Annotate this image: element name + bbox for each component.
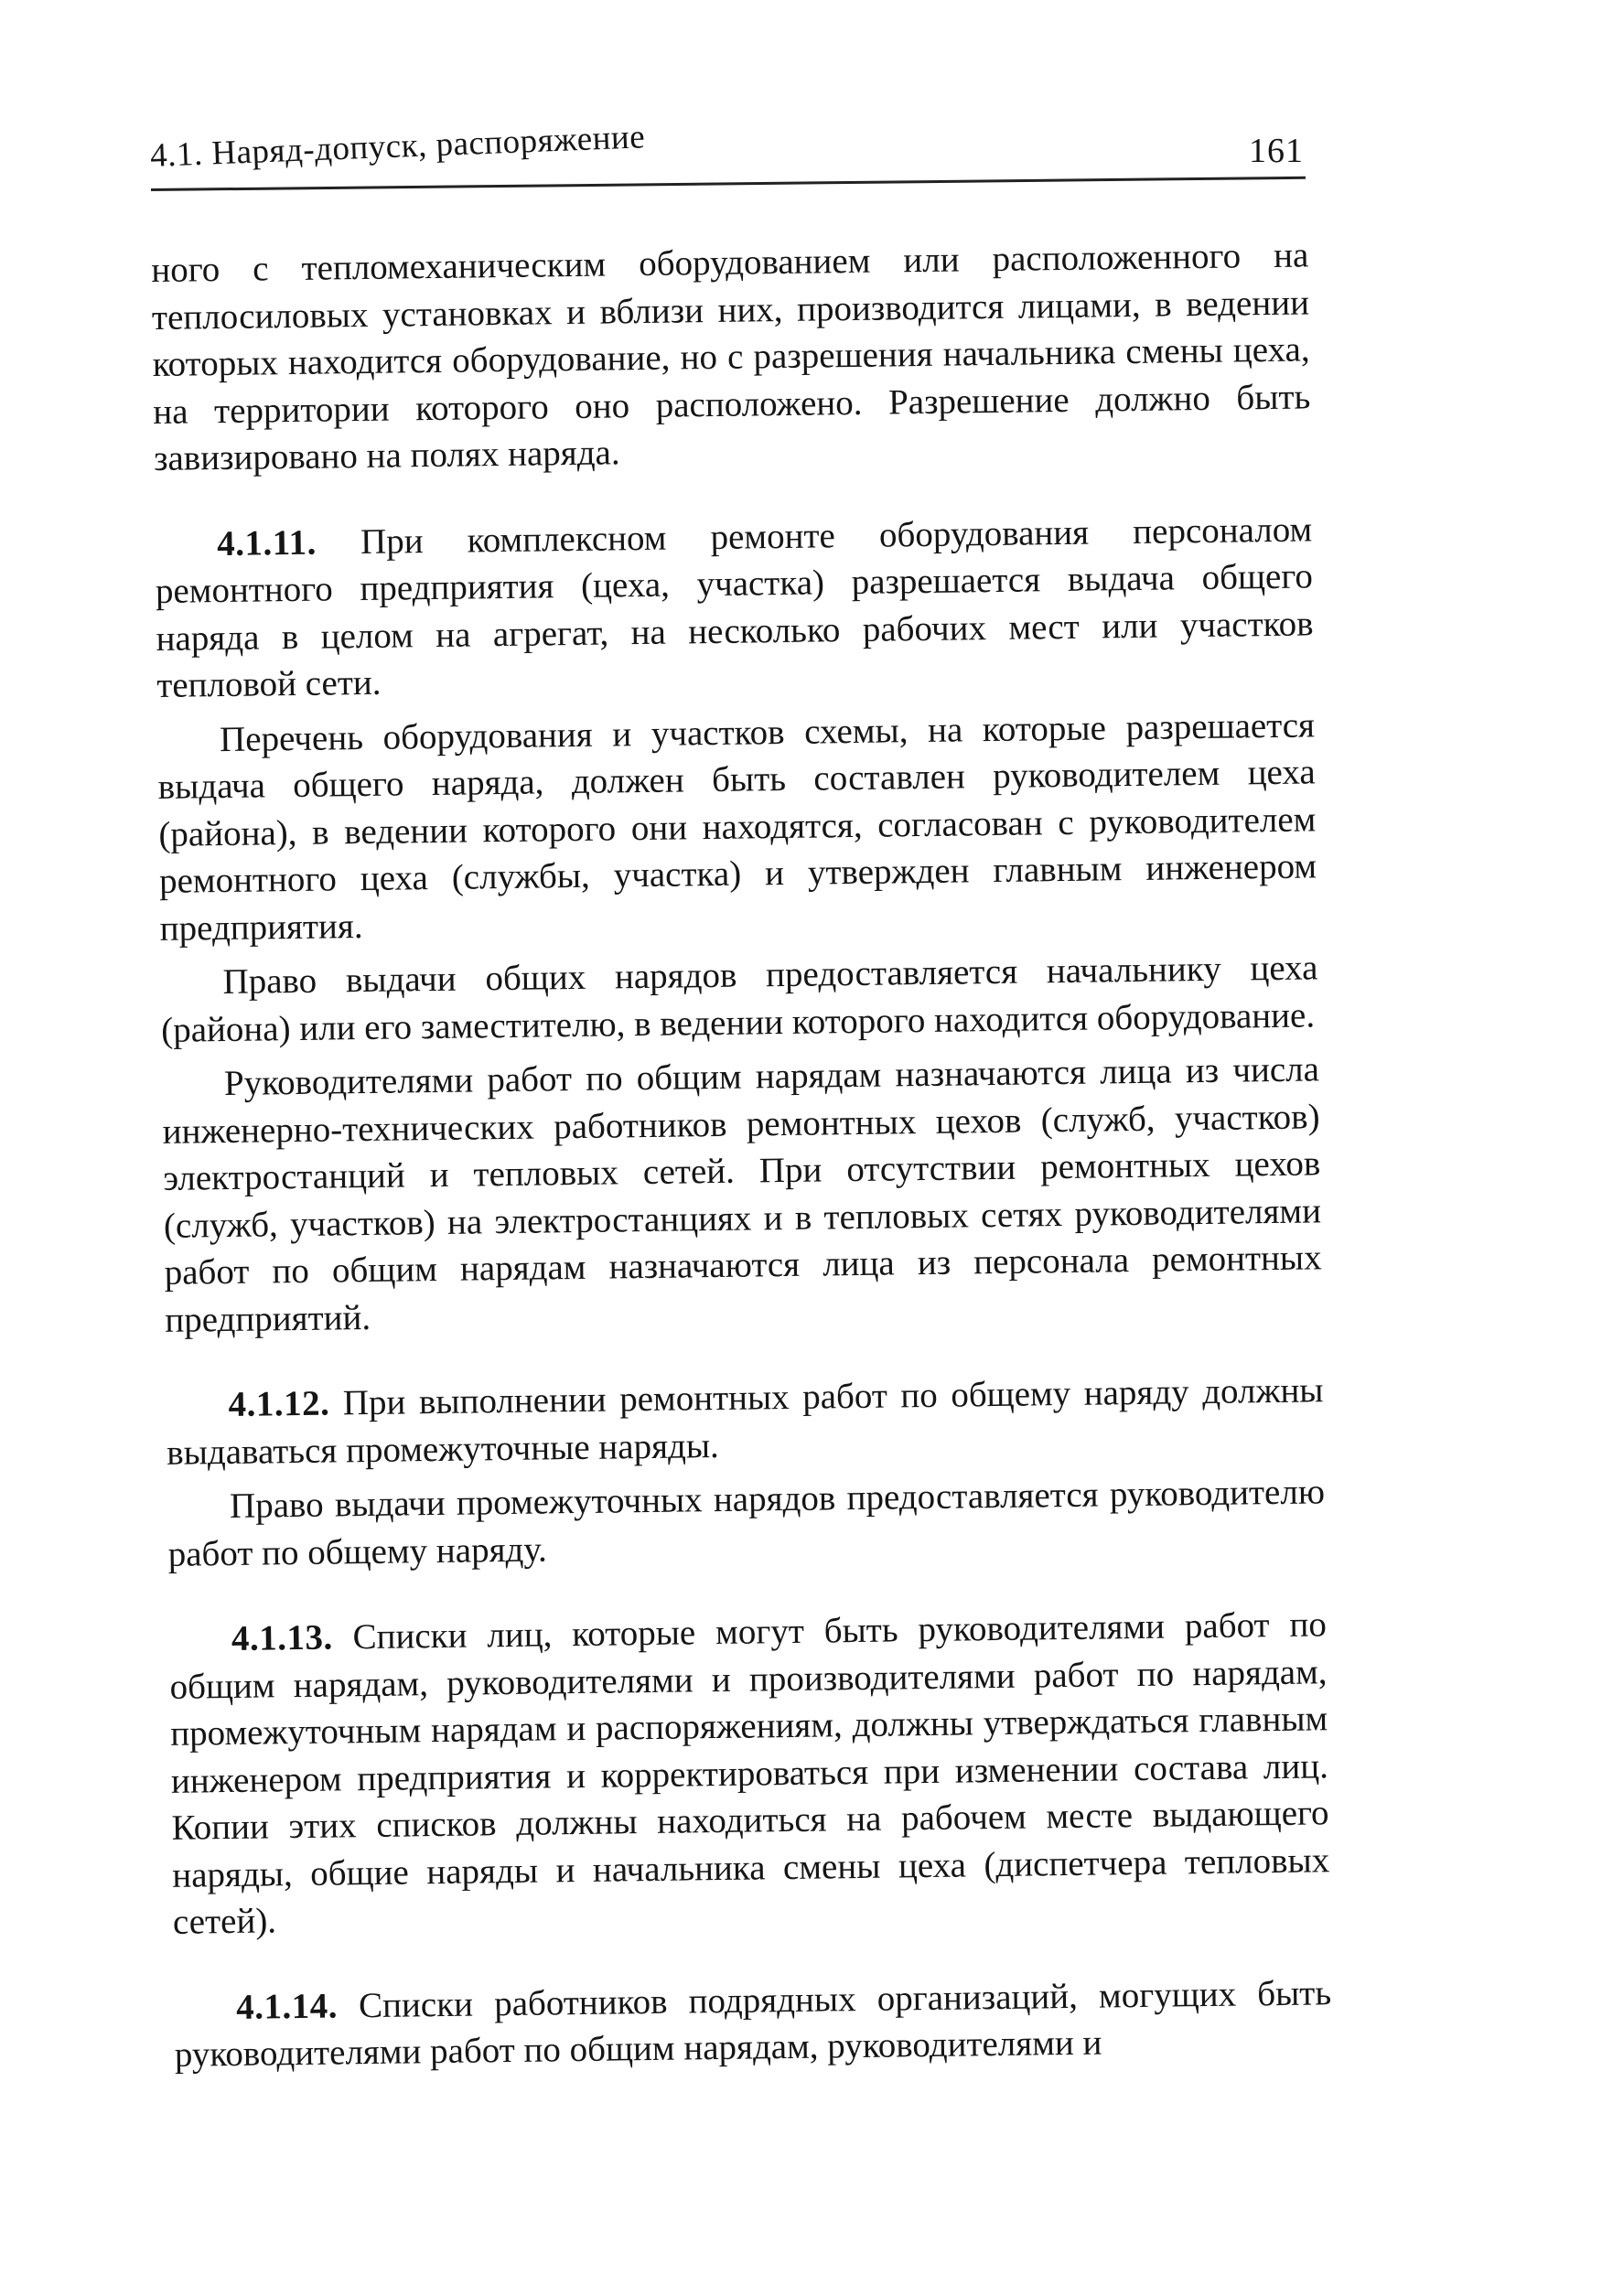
- header-rule: [151, 177, 1306, 191]
- section-paragraph-4-1-11: [155, 506, 1315, 710]
- section-paragraph-4-1-12: [166, 1367, 1324, 1476]
- paragraph-text: Руководителями работ по общим нарядам назначаются лица из числа инженерно-технических работников ремонтных цехов (служб, участков) электростанций и тепловых сетей. При отсутствии ремонтных цехов (служб, участков) на электростанциях и в тепловых сетях руководителями работ по общим нарядам назначаются лица из персонала ремонтных предприятий.: [162, 1049, 1322, 1340]
- section-number: 4.1.13.: [231, 1617, 333, 1658]
- paragraph-text: Списки лиц, которые могут быть руководителями работ по общим нарядам, руководителями и производителями работ по нарядам, промежуточным нарядам и распоряжениям, должны утверждаться главным инженером предприятия и корректироваться при изменении состава лиц. Копии этих списков должны находиться на рабочем месте выдающего наряды, общие наряды и начальника смены цеха (диспетчера тепловых сетей).: [169, 1604, 1330, 1942]
- page-number: 161: [1249, 132, 1304, 170]
- section-number: 4.1.12.: [228, 1383, 330, 1424]
- paragraph: [160, 944, 1318, 1054]
- paragraph: [157, 702, 1317, 952]
- section-paragraph-4-1-14: [174, 1969, 1332, 2079]
- section-number: 4.1.14.: [235, 1985, 339, 2027]
- paragraph-text: ного с тепломеханическим оборудованием или расположенного на теплосиловых установках и вблизи них, производится лицами, в ведении которых находится оборудование, но с разрешения начальника смены цеха, на территории которого оно расположено. Разрешение должно быть завизировано на полях наряда.: [151, 235, 1311, 478]
- running-title: 4.1. Наряд-допуск, распоряжение: [149, 118, 646, 176]
- paragraph: [162, 1046, 1323, 1344]
- paragraph-text: Право выдачи общих нарядов предоставляется начальнику цеха (района) или его заместителю, в ведении которого находится оборудование.: [160, 948, 1318, 1050]
- running-header: [149, 118, 1304, 201]
- section-paragraph-4-1-13: [169, 1601, 1331, 1946]
- paragraph-continuation: [151, 231, 1311, 482]
- paragraph: [167, 1468, 1326, 1578]
- paragraph-text: Право выдачи промежуточных нарядов предоставляется руководителю работ по общему наряду.: [167, 1472, 1326, 1574]
- paragraph-text: При комплексном ремонте оборудования персоналом ремонтного предприятия (цеха, участка) разрешается выдача общего наряда в целом на агрегат, на несколько рабочих мест или участков тепловой сети.: [155, 509, 1314, 705]
- paragraph-text: Перечень оборудования и участков схемы, на которые разрешается выдача общего наряда, должен быть составлен руководителем цеха (района), в ведении которого они находятся, согласован с руководителем ремонтного цеха (службы, участка) и утвержден главным инженером предприятия.: [157, 704, 1317, 949]
- paragraph-text: При выполнении ремонтных работ по общему наряду должны выдаваться промежуточные наряды.: [166, 1370, 1324, 1473]
- document-body: [151, 231, 1332, 2078]
- paragraph-text: Списки работников подрядных организаций, могущих быть руководителями работ по общим нарядам, руководителями и: [174, 1972, 1332, 2075]
- section-number: 4.1.11.: [216, 522, 317, 563]
